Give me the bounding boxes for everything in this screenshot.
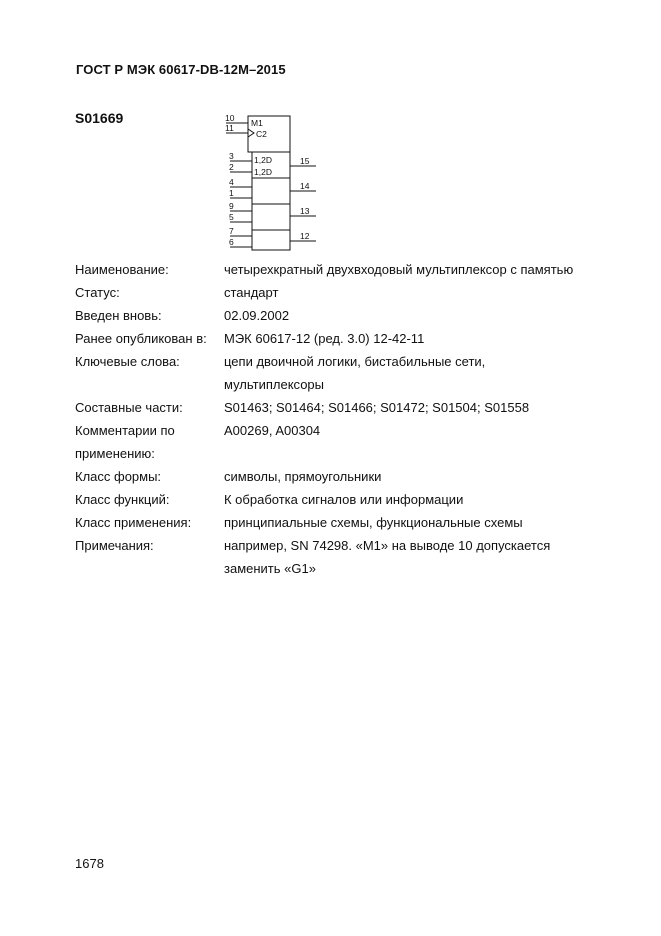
- attribute-value: К обработка сигналов или информации: [224, 492, 464, 507]
- attribute-row: [75, 304, 635, 327]
- attribute-label: Класс применения:: [75, 515, 192, 530]
- section-label-2: 1,2D: [254, 167, 272, 177]
- attribute-row: [75, 350, 635, 373]
- attribute-row: [75, 258, 635, 281]
- pin-label-in-3: 4: [229, 177, 234, 187]
- attribute-row: [75, 327, 635, 350]
- attribute-value: [224, 442, 635, 465]
- page-number: 1678: [75, 856, 104, 871]
- pin-label-in-1: 3: [229, 151, 234, 161]
- pin-label-11: 11: [225, 123, 234, 133]
- section-box-4: [252, 230, 290, 250]
- attribute-label: Класс формы:: [75, 469, 162, 484]
- attribute-label: Статус:: [75, 285, 120, 300]
- attribute-row: [75, 373, 635, 396]
- attribute-label: [75, 373, 224, 396]
- attribute-value: МЭК 60617-12 (ред. 3.0) 12-42-11: [224, 331, 425, 346]
- attribute-row: [75, 557, 635, 580]
- pin-label-out-2: 14: [300, 181, 310, 191]
- attribute-row: [75, 465, 635, 488]
- pin-label-in-2: 2: [229, 162, 234, 172]
- attribute-label: Примечания:: [75, 538, 154, 553]
- attribute-label: Ранее опубликован в:: [75, 331, 207, 346]
- attribute-label: Введен вновь:: [75, 308, 162, 323]
- attribute-value: заменить «G1»: [224, 561, 316, 576]
- pin-label-in-8: 6: [229, 237, 234, 247]
- attribute-label: применению:: [75, 446, 155, 461]
- attribute-label: Класс функций:: [75, 492, 170, 507]
- logic-symbol-diagram: [222, 112, 322, 252]
- attribute-value: цепи двоичной логики, бистабильные сети,: [224, 354, 486, 369]
- pin-label-10: 10: [225, 113, 235, 123]
- attribute-value: A00269, A00304: [224, 423, 321, 438]
- attribute-label: Комментарии по: [75, 423, 175, 438]
- section-box-3: [252, 204, 290, 230]
- document-header: ГОСТ Р МЭК 60617-DB-12M–2015: [76, 62, 286, 77]
- attribute-row: [75, 488, 635, 511]
- attribute-value: 02.09.2002: [224, 308, 290, 323]
- attribute-label: Составные части:: [75, 400, 183, 415]
- attribute-label: [75, 557, 224, 580]
- pin-label-in-7: 7: [229, 226, 234, 236]
- attribute-row: [75, 419, 635, 442]
- pin-label-in-5: 9: [229, 201, 234, 211]
- pin-label-in-4: 1: [229, 188, 234, 198]
- attribute-value: стандарт: [224, 285, 279, 300]
- section-box-2: [252, 178, 290, 204]
- attribute-value: символы, прямоугольники: [224, 469, 382, 484]
- pin-label-out-4: 12: [300, 231, 310, 241]
- attribute-row: [75, 511, 635, 534]
- attribute-row: [75, 442, 635, 465]
- attribute-row: [75, 396, 635, 419]
- pin-label-out-3: 13: [300, 206, 310, 216]
- pin-label-in-6: 5: [229, 212, 234, 222]
- symbol-id: S01669: [75, 110, 124, 126]
- attribute-value: S01463; S01464; S01466; S01472; S01504; S01558: [224, 400, 530, 415]
- attribute-value: например, SN 74298. «M1» на выводе 10 допускается: [224, 538, 551, 553]
- control-label-m1: M1: [251, 118, 263, 128]
- attribute-value: четырехкратный двухвходовый мультиплексор с памятью: [224, 262, 574, 277]
- attribute-list: [75, 258, 635, 580]
- pin-label-out-1: 15: [300, 156, 310, 166]
- section-label-1: 1,2D: [254, 155, 272, 165]
- attribute-value: принципиальные схемы, функциональные схемы: [224, 515, 523, 530]
- attribute-value: мультиплексоры: [224, 377, 324, 392]
- attribute-row: [75, 534, 635, 557]
- attribute-label: Наименование:: [75, 262, 169, 277]
- clock-triangle-icon: [248, 129, 254, 137]
- control-label-c2: C2: [256, 129, 267, 139]
- attribute-label: Ключевые слова:: [75, 354, 180, 369]
- attribute-row: [75, 281, 635, 304]
